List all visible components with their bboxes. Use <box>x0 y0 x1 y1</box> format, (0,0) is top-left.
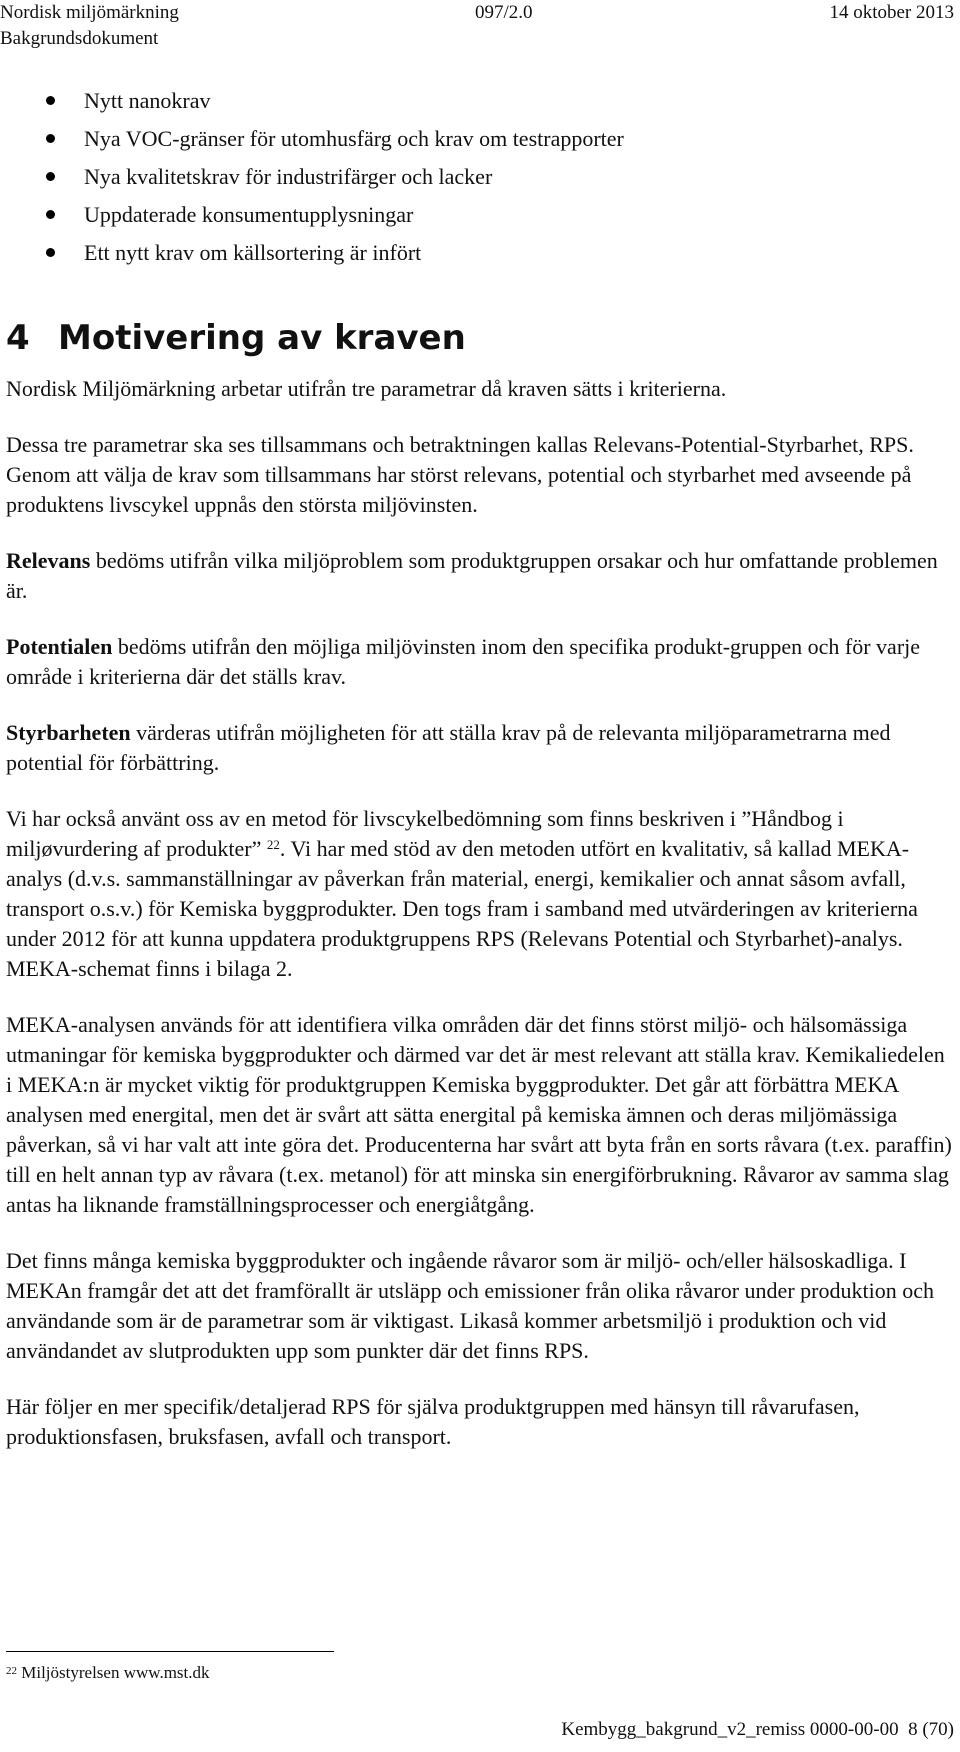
body-text <box>6 374 956 1452</box>
section-number: 4 <box>6 318 30 358</box>
change-list <box>0 86 960 276</box>
bullet-icon <box>46 134 55 143</box>
paragraph-meka-analysis: MEKA-analysen används för att identifiera vilka områden där det finns störst miljö- och hälsomässiga utmaningar för kemiska byggprodukter och därmed var det är mest relevant att ställa krav. Kemikaliedelen i MEKA:n är mycket viktig för produktgruppen Kemiska byggprodukter. Det går att förbättra MEKA analysen med energital, men det är svårt att sätta energital på kemiska ämnen och deras miljömässiga påverkan, så vi har valt att inte göra det. Producenterna har svårt att byta från en sorts råvara (t.ex. paraffin) till en helt annan typ av råvara (t.ex. metanol) för att minska sin energiförbrukning. Råvaror av samma slag antas ha liknande framställningsprocesser och energiåtgång. <box>6 1012 952 1217</box>
header-doc-type: Bakgrundsdokument <box>0 28 159 49</box>
list-item: Nya kvalitetskrav för industrifärger och lacker <box>0 162 960 200</box>
paragraph-potential: Potentialen bedöms utifrån den möjliga miljövinsten inom den specifika produkt-gruppen och för varje område i kriterierna där det ställs krav. <box>6 634 921 689</box>
list-item: Ett nytt krav om källsortering är infört <box>0 238 960 276</box>
page-footer <box>561 1718 954 1742</box>
footnote-divider <box>6 1651 334 1652</box>
footer-filename: Kembygg_bakgrund_v2_remiss 0000-00-00 <box>561 1719 899 1740</box>
footnote-number: 22 <box>6 1665 17 1677</box>
paragraph-chemicals: Det finns många kemiska byggprodukter och ingående råvaror som är miljö- och/eller hälsoskadliga. I MEKAn framgår det att det framförallt är utsläpp och emissioner från olika råvaror under produktion och användande som är de parametrar som är viktigast. Likaså kommer arbetsmiljö i produktion och vid användandet av slutprodukten upp som punkter där det finns RPS. <box>6 1248 934 1363</box>
paragraph-relevans: Relevans bedöms utifrån vilka miljöproblem som produktgruppen orsakar och hur omfattande problemen är. <box>6 548 938 603</box>
term-relevans: Relevans <box>6 548 91 573</box>
footnote <box>6 1662 210 1684</box>
section-title: Motivering av kraven <box>58 318 466 358</box>
section-heading <box>6 318 466 358</box>
paragraph-meka-method: Vi har också använt oss av en metod för livscykelbedömning som finns beskriven i ”Håndbog i miljøvurdering af produkter” $^{22}$. Vi har med stöd av den metoden utfört en kvalitativ, så kallad MEKA-analys (d.v.s. sammanställningar av påverkan från material, energi, kemikalier och annat såsom avfall, transport o.s.v.) för Kemiska byggprodukter. Den togs fram i samband med utvärderingen av kriterierna under 2012 för att kunna uppdatera produktgruppens RPS (Relevans Potential och Styrbarhet)-analys. MEKA-schemat finns i bilaga 2. <box>6 806 918 981</box>
paragraph-specific-rps: Här följer en mer specifik/detaljerad RPS för själva produktgruppen med hänsyn till råvarufasen, produktionsfasen, bruksfasen, avfall och transport. <box>6 1394 860 1449</box>
list-item: Uppdaterade konsumentupplysningar <box>0 200 960 238</box>
footnote-reference: 22 <box>266 837 280 852</box>
bullet-icon <box>46 96 55 105</box>
bullet-icon <box>46 210 55 219</box>
paragraph-styrbarhet: Styrbarheten värderas utifrån möjligheten för att ställa krav på de relevanta miljöparametrarna med potential för förbättring. <box>6 720 891 775</box>
list-item: Nya VOC-gränser för utomhusfärg och krav om testrapporter <box>0 124 960 162</box>
term-potential: Potentialen <box>6 634 113 659</box>
bullet-icon <box>46 172 55 181</box>
term-styrbarhet: Styrbarheten <box>6 720 131 745</box>
footnote-text: Miljöstyrelsen www.mst.dk <box>21 1663 210 1682</box>
header-date: 14 oktober 2013 <box>829 2 954 23</box>
header-org: Nordisk miljömärkning <box>0 2 179 23</box>
list-item: Nytt nanokrav <box>0 86 960 124</box>
paragraph-rps: Dessa tre parametrar ska ses tillsammans och betraktningen kallas Relevans-Potential-Styrbarhet, RPS. Genom att välja de krav som tillsammans har störst relevans, potential och styrbarhet med avseende på produktens livscykel uppnås den största miljövinsten. <box>6 432 914 517</box>
page-header <box>0 0 960 52</box>
bullet-icon <box>46 248 55 257</box>
paragraph-intro: Nordisk Miljömärkning arbetar utifrån tre parametrar då kraven sätts i kriterierna. <box>6 376 727 401</box>
header-doc-number: 097/2.0 <box>475 2 533 23</box>
page-number: 8 (70) <box>908 1719 954 1740</box>
